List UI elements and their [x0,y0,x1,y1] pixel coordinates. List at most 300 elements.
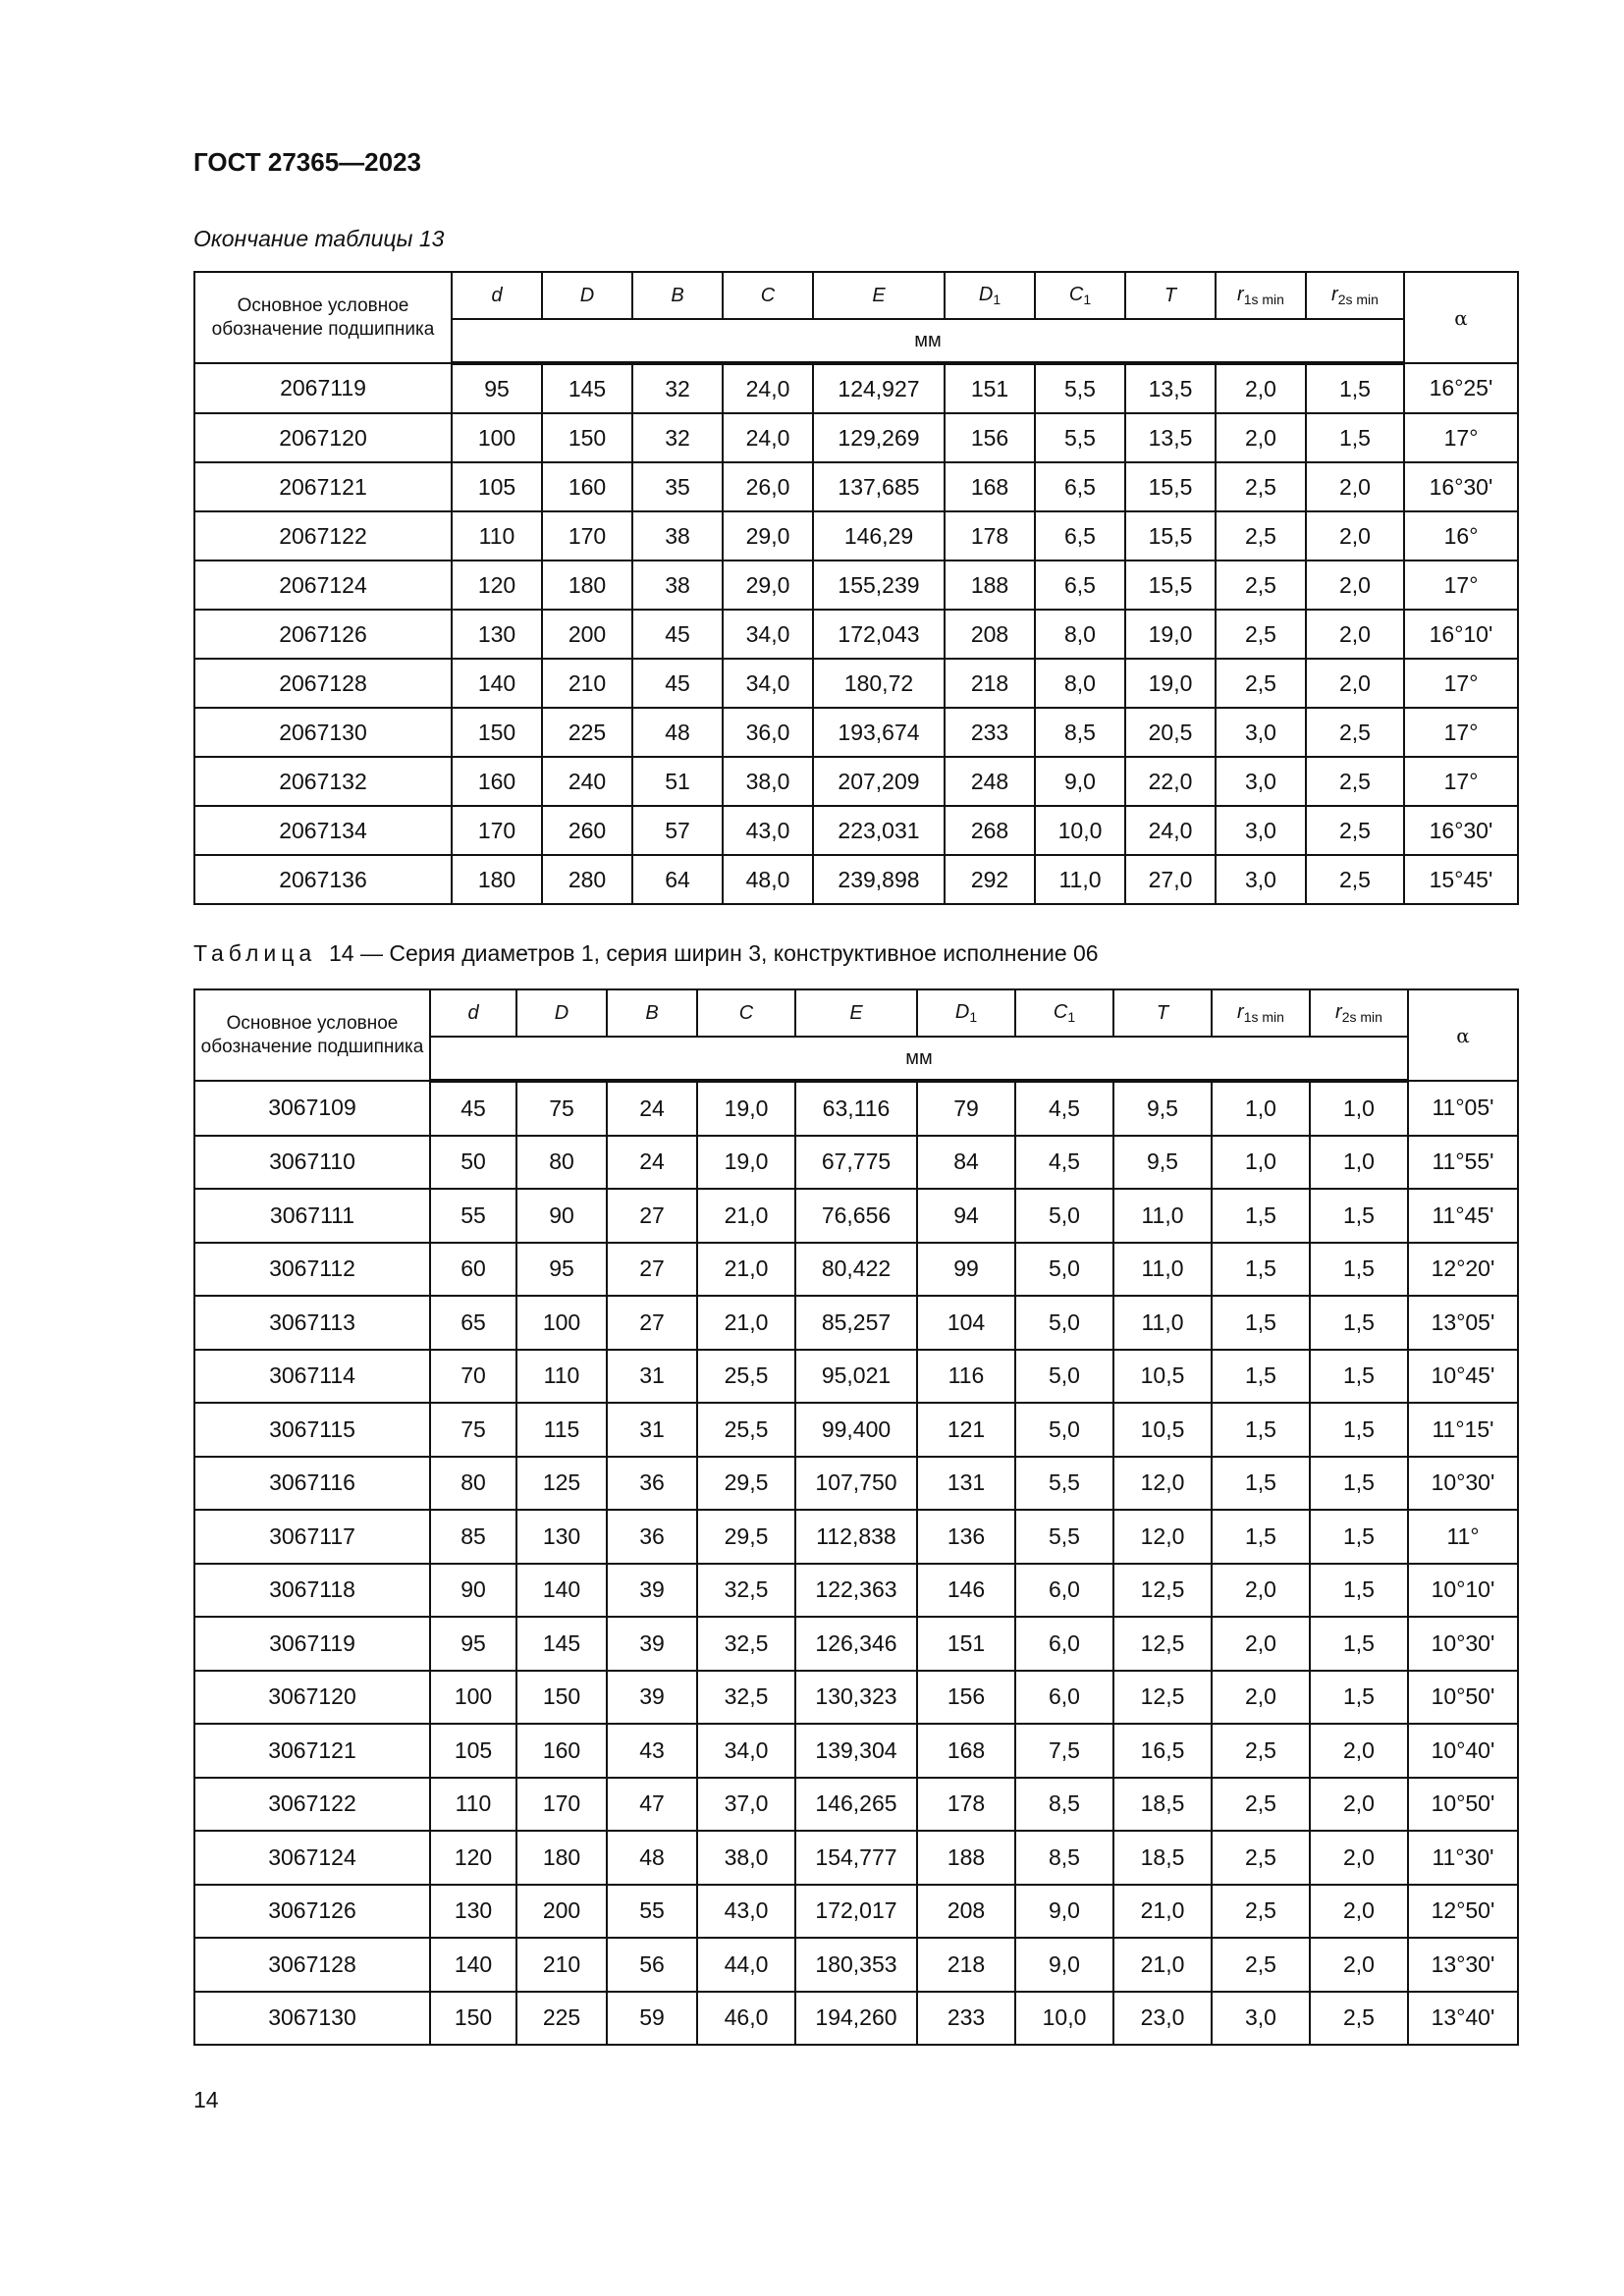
table-cell: 12,5 [1113,1617,1212,1671]
bearing-designation-header: Основное условное обозначение подшипника [194,989,430,1081]
table-cell: 79 [917,1081,1015,1136]
table-cell: 57 [632,806,723,855]
table-cell: 121 [917,1403,1015,1457]
table-cell: 20,5 [1125,708,1216,757]
table-cell: 10,5 [1113,1403,1212,1457]
table-cell: 99,400 [795,1403,917,1457]
column-subscript: 1 [993,292,1001,307]
table-cell: 3,0 [1216,757,1306,806]
table-cell: 1,5 [1310,1457,1408,1511]
table-cell: 36,0 [723,708,813,757]
table-cell: 45 [430,1081,516,1136]
column-header: E [813,272,945,319]
table-cell: 6,0 [1015,1617,1113,1671]
column-header: B [607,989,697,1037]
table-cell: 1,0 [1212,1136,1310,1190]
table-cell: 172,017 [795,1885,917,1939]
table-14 [193,988,1519,2046]
table-cell: 70 [430,1350,516,1404]
document-header: ГОСТ 27365—2023 [193,147,421,177]
table-cell: 2,0 [1310,1831,1408,1885]
table-cell: 31 [607,1350,697,1404]
column-subscript: 1s min [1243,292,1284,307]
table-cell: 9,0 [1015,1885,1113,1939]
table-row [194,1403,1518,1457]
table-cell: 140 [452,659,542,708]
table-row [194,1457,1518,1511]
table-cell: 8,0 [1035,659,1125,708]
table-cell: 38,0 [697,1831,795,1885]
table-cell: 126,346 [795,1617,917,1671]
table-cell: 1,5 [1212,1510,1310,1564]
table-cell: 292 [945,855,1035,904]
table-cell: 25,5 [697,1350,795,1404]
table-cell: 2,5 [1216,462,1306,511]
table-cell: 2,5 [1216,511,1306,561]
table-cell: 139,304 [795,1724,917,1778]
table-cell: 146,265 [795,1778,917,1832]
table-row [194,1296,1518,1350]
column-header [1216,272,1306,319]
table-cell: 120 [430,1831,516,1885]
table-cell: 51 [632,757,723,806]
table-cell: 16° [1404,511,1518,561]
table-cell: 24 [607,1081,697,1136]
table-cell: 100 [430,1671,516,1725]
table-cell: 200 [516,1885,607,1939]
table-cell: 34,0 [723,659,813,708]
table-cell: 2,0 [1310,1724,1408,1778]
table-cell: 34,0 [697,1724,795,1778]
table-cell: 1,5 [1306,413,1404,462]
table-cell: 225 [516,1992,607,2046]
table-cell: 140 [516,1564,607,1618]
table-cell: 5,5 [1015,1510,1113,1564]
table-cell: 11°15' [1408,1403,1518,1457]
table-cell: 21,0 [1113,1885,1212,1939]
table-cell: 160 [542,462,632,511]
table-cell: 17° [1404,413,1518,462]
table-cell: 24,0 [723,413,813,462]
table-cell: 3067128 [194,1938,430,1992]
table-cell: 11°05' [1408,1081,1518,1136]
table-cell: 146 [917,1564,1015,1618]
column-header: D [516,989,607,1037]
table-cell: 48 [607,1831,697,1885]
table-cell: 21,0 [697,1243,795,1297]
table-cell: 210 [542,659,632,708]
table-cell: 10°50' [1408,1671,1518,1725]
table-cell: 5,0 [1015,1243,1113,1297]
table-cell: 13,5 [1125,413,1216,462]
column-subscript: 2s min [1337,292,1379,307]
table-cell: 100 [452,413,542,462]
table-cell: 2,0 [1310,1938,1408,1992]
table14-caption [193,940,1099,967]
table-cell: 32,5 [697,1617,795,1671]
table-cell: 130 [516,1510,607,1564]
table-cell: 11,0 [1035,855,1125,904]
table-cell: 2067122 [194,511,452,561]
column-symbol: D [978,284,994,305]
table-cell: 21,0 [697,1189,795,1243]
column-subscript: 2s min [1341,1009,1382,1025]
table-cell: 8,5 [1035,708,1125,757]
table-cell: 3067109 [194,1081,430,1136]
table-cell: 25,5 [697,1403,795,1457]
table-cell: 156 [917,1671,1015,1725]
table-cell: 11,0 [1113,1296,1212,1350]
table-row [194,1510,1518,1564]
table-cell: 19,0 [1125,610,1216,659]
table-cell: 151 [917,1617,1015,1671]
table-cell: 10°30' [1408,1617,1518,1671]
table-cell: 2,0 [1212,1671,1310,1725]
table-cell: 104 [917,1296,1015,1350]
table-cell: 2067121 [194,462,452,511]
table-cell: 3067113 [194,1296,430,1350]
table-cell: 39 [607,1564,697,1618]
table-cell: 90 [516,1189,607,1243]
column-header: d [430,989,516,1037]
table-cell: 100 [516,1296,607,1350]
table-cell: 63,116 [795,1081,917,1136]
table-cell: 3067118 [194,1564,430,1618]
table-cell: 16°25' [1404,363,1518,413]
column-header: E [795,989,917,1037]
table-cell: 3067126 [194,1885,430,1939]
table-cell: 15,5 [1125,561,1216,610]
table-cell: 34,0 [723,610,813,659]
table14-caption-word: Таблица [193,940,317,966]
table-cell: 23,0 [1113,1992,1212,2046]
table-cell: 172,043 [813,610,945,659]
table-cell: 2,0 [1212,1564,1310,1618]
table-cell: 38 [632,561,723,610]
table-cell: 99 [917,1243,1015,1297]
table-cell: 75 [430,1403,516,1457]
table-cell: 43 [607,1724,697,1778]
table-cell: 2,5 [1216,659,1306,708]
table-row [194,855,1518,904]
table-cell: 55 [607,1885,697,1939]
table-cell: 2,0 [1306,610,1404,659]
table-cell: 56 [607,1938,697,1992]
table-cell: 12,5 [1113,1671,1212,1725]
table-cell: 208 [917,1885,1015,1939]
table-cell: 2,5 [1306,855,1404,904]
units-header: мм [452,319,1404,363]
table-cell: 2,0 [1216,363,1306,413]
column-header [1015,989,1113,1037]
table-cell: 39 [607,1617,697,1671]
table-cell: 9,5 [1113,1136,1212,1190]
table-cell: 95 [452,363,542,413]
table-cell: 10,0 [1035,806,1125,855]
table-cell: 3067116 [194,1457,430,1511]
table-cell: 8,0 [1035,610,1125,659]
table-cell: 10°45' [1408,1350,1518,1404]
table-cell: 76,656 [795,1189,917,1243]
table-cell: 90 [430,1564,516,1618]
table-cell: 3067114 [194,1350,430,1404]
table-cell: 35 [632,462,723,511]
table-cell: 26,0 [723,462,813,511]
table-cell: 19,0 [1125,659,1216,708]
table-row [194,462,1518,511]
table-cell: 67,775 [795,1136,917,1190]
table-cell: 6,0 [1015,1671,1113,1725]
table-cell: 2067132 [194,757,452,806]
table-cell: 29,5 [697,1457,795,1511]
table-cell: 170 [542,511,632,561]
table-cell: 120 [452,561,542,610]
table-cell: 2067136 [194,855,452,904]
table-cell: 9,0 [1035,757,1125,806]
table-cell: 218 [917,1938,1015,1992]
column-subscript: 1s min [1243,1009,1284,1025]
table-cell: 1,0 [1310,1136,1408,1190]
table-cell: 160 [452,757,542,806]
table-cell: 11° [1408,1510,1518,1564]
table-cell: 11,0 [1113,1243,1212,1297]
table-cell: 2067119 [194,363,452,413]
table-cell: 8,5 [1015,1778,1113,1832]
table-cell: 260 [542,806,632,855]
table-cell: 48,0 [723,855,813,904]
column-header: d [452,272,542,319]
table-cell: 16°30' [1404,806,1518,855]
table-cell: 248 [945,757,1035,806]
table-cell: 105 [430,1724,516,1778]
table-cell: 156 [945,413,1035,462]
table-cell: 3067122 [194,1778,430,1832]
table-cell: 3067115 [194,1403,430,1457]
table-cell: 10,0 [1015,1992,1113,2046]
table-cell: 9,5 [1113,1081,1212,1136]
table-cell: 112,838 [795,1510,917,1564]
table-cell: 1,5 [1310,1296,1408,1350]
table-row [194,413,1518,462]
table-cell: 154,777 [795,1831,917,1885]
table-cell: 115 [516,1403,607,1457]
table-cell: 125 [516,1457,607,1511]
table-cell: 37,0 [697,1778,795,1832]
table-cell: 10,5 [1113,1350,1212,1404]
table-cell: 2067134 [194,806,452,855]
table-cell: 1,5 [1212,1403,1310,1457]
table-cell: 2,0 [1212,1617,1310,1671]
table-cell: 43,0 [723,806,813,855]
table-cell: 1,5 [1310,1671,1408,1725]
table13-caption: Окончание таблицы 13 [193,226,445,251]
table-cell: 6,5 [1035,511,1125,561]
table-cell: 150 [516,1671,607,1725]
table-cell: 27,0 [1125,855,1216,904]
table-cell: 2,0 [1306,561,1404,610]
table-cell: 188 [945,561,1035,610]
column-symbol: C [1053,1001,1068,1023]
table-cell: 2,5 [1216,610,1306,659]
table-cell: 2,5 [1212,1885,1310,1939]
table-cell: 2067126 [194,610,452,659]
table-cell: 8,5 [1015,1831,1113,1885]
table-cell: 12,0 [1113,1510,1212,1564]
table-row [194,561,1518,610]
table-row [194,708,1518,757]
table-cell: 2,5 [1306,806,1404,855]
table-cell: 11°45' [1408,1189,1518,1243]
table-cell: 32 [632,363,723,413]
column-subscript: 1 [969,1009,978,1025]
table-cell: 1,5 [1212,1243,1310,1297]
table-row [194,1136,1518,1190]
table-cell: 4,5 [1015,1136,1113,1190]
column-header [1035,272,1125,319]
column-header [917,989,1015,1037]
table-cell: 3,0 [1216,708,1306,757]
table-cell: 85,257 [795,1296,917,1350]
table-cell: 1,0 [1310,1081,1408,1136]
column-header [1212,989,1310,1037]
table-cell: 18,5 [1113,1778,1212,1832]
table-cell: 210 [516,1938,607,1992]
table-cell: 10°10' [1408,1564,1518,1618]
table-cell: 180,353 [795,1938,917,1992]
table-cell: 12,5 [1113,1564,1212,1618]
table-cell: 2,5 [1306,757,1404,806]
column-header: T [1113,989,1212,1037]
table-row [194,1243,1518,1297]
table-cell: 7,5 [1015,1724,1113,1778]
table-cell: 3,0 [1216,806,1306,855]
table-cell: 12,0 [1113,1457,1212,1511]
table-cell: 3,0 [1212,1992,1310,2046]
table-cell: 5,0 [1015,1403,1113,1457]
table-cell: 168 [917,1724,1015,1778]
table-row [194,610,1518,659]
table-cell: 12°50' [1408,1885,1518,1939]
table-cell: 38,0 [723,757,813,806]
table-cell: 15°45' [1404,855,1518,904]
table-cell: 10°40' [1408,1724,1518,1778]
table-cell: 2,5 [1212,1938,1310,1992]
table-cell: 1,5 [1212,1457,1310,1511]
table-cell: 22,0 [1125,757,1216,806]
table-cell: 27 [607,1189,697,1243]
table-row [194,659,1518,708]
table-cell: 32 [632,413,723,462]
table-cell: 145 [516,1617,607,1671]
table-cell: 5,5 [1035,363,1125,413]
table-cell: 122,363 [795,1564,917,1618]
table-cell: 38 [632,511,723,561]
table-cell: 3067120 [194,1671,430,1725]
table-cell: 129,269 [813,413,945,462]
column-header [945,272,1035,319]
table-cell: 50 [430,1136,516,1190]
table-cell: 16°10' [1404,610,1518,659]
table-cell: 188 [917,1831,1015,1885]
table-cell: 45 [632,659,723,708]
table-cell: 2,0 [1306,511,1404,561]
column-header: C [723,272,813,319]
table-cell: 105 [452,462,542,511]
table-cell: 43,0 [697,1885,795,1939]
table-cell: 16°30' [1404,462,1518,511]
table-cell: 239,898 [813,855,945,904]
table-cell: 4,5 [1015,1081,1113,1136]
alpha-header: α [1408,989,1518,1081]
table-cell: 218 [945,659,1035,708]
table-cell: 80 [516,1136,607,1190]
table-cell: 268 [945,806,1035,855]
table-row [194,1564,1518,1618]
table-cell: 2,5 [1310,1992,1408,2046]
table-cell: 107,750 [795,1457,917,1511]
table-row [194,1938,1518,1992]
table-cell: 146,29 [813,511,945,561]
table-cell: 21,0 [697,1296,795,1350]
table-row [194,1778,1518,1832]
table-cell: 24,0 [723,363,813,413]
table-cell: 2,5 [1306,708,1404,757]
table-cell: 59 [607,1992,697,2046]
table-cell: 225 [542,708,632,757]
table-cell: 170 [452,806,542,855]
table-row [194,1885,1518,1939]
table-cell: 36 [607,1510,697,1564]
column-symbol: r [1237,284,1244,305]
table-cell: 2067120 [194,413,452,462]
table-cell: 5,5 [1035,413,1125,462]
column-header: C [697,989,795,1037]
table-cell: 17° [1404,708,1518,757]
table-cell: 15,5 [1125,462,1216,511]
table-cell: 12°20' [1408,1243,1518,1297]
table-cell: 2,5 [1216,561,1306,610]
table-cell: 130,323 [795,1671,917,1725]
table-row [194,1992,1518,2046]
table-row [194,806,1518,855]
table-cell: 1,5 [1310,1403,1408,1457]
column-header [1306,272,1404,319]
table-cell: 47 [607,1778,697,1832]
table-cell: 1,5 [1310,1564,1408,1618]
column-header: B [632,272,723,319]
table-cell: 5,0 [1015,1189,1113,1243]
table-cell: 136 [917,1510,1015,1564]
table-cell: 19,0 [697,1136,795,1190]
table-cell: 3067117 [194,1510,430,1564]
table-cell: 31 [607,1403,697,1457]
table-cell: 155,239 [813,561,945,610]
table14-body [194,1081,1518,2045]
table-cell: 11°30' [1408,1831,1518,1885]
table-cell: 95 [516,1243,607,1297]
table-cell: 1,5 [1310,1510,1408,1564]
column-header: D [542,272,632,319]
table-cell: 178 [945,511,1035,561]
table-cell: 2,0 [1310,1885,1408,1939]
table-row [194,1350,1518,1404]
table14-caption-text: 14 — Серия диаметров 1, серия ширин 3, конструктивное исполнение 06 [328,940,1099,966]
table-cell: 233 [945,708,1035,757]
table-cell: 130 [452,610,542,659]
table-cell: 110 [430,1778,516,1832]
table-cell: 150 [542,413,632,462]
table-cell: 84 [917,1136,1015,1190]
